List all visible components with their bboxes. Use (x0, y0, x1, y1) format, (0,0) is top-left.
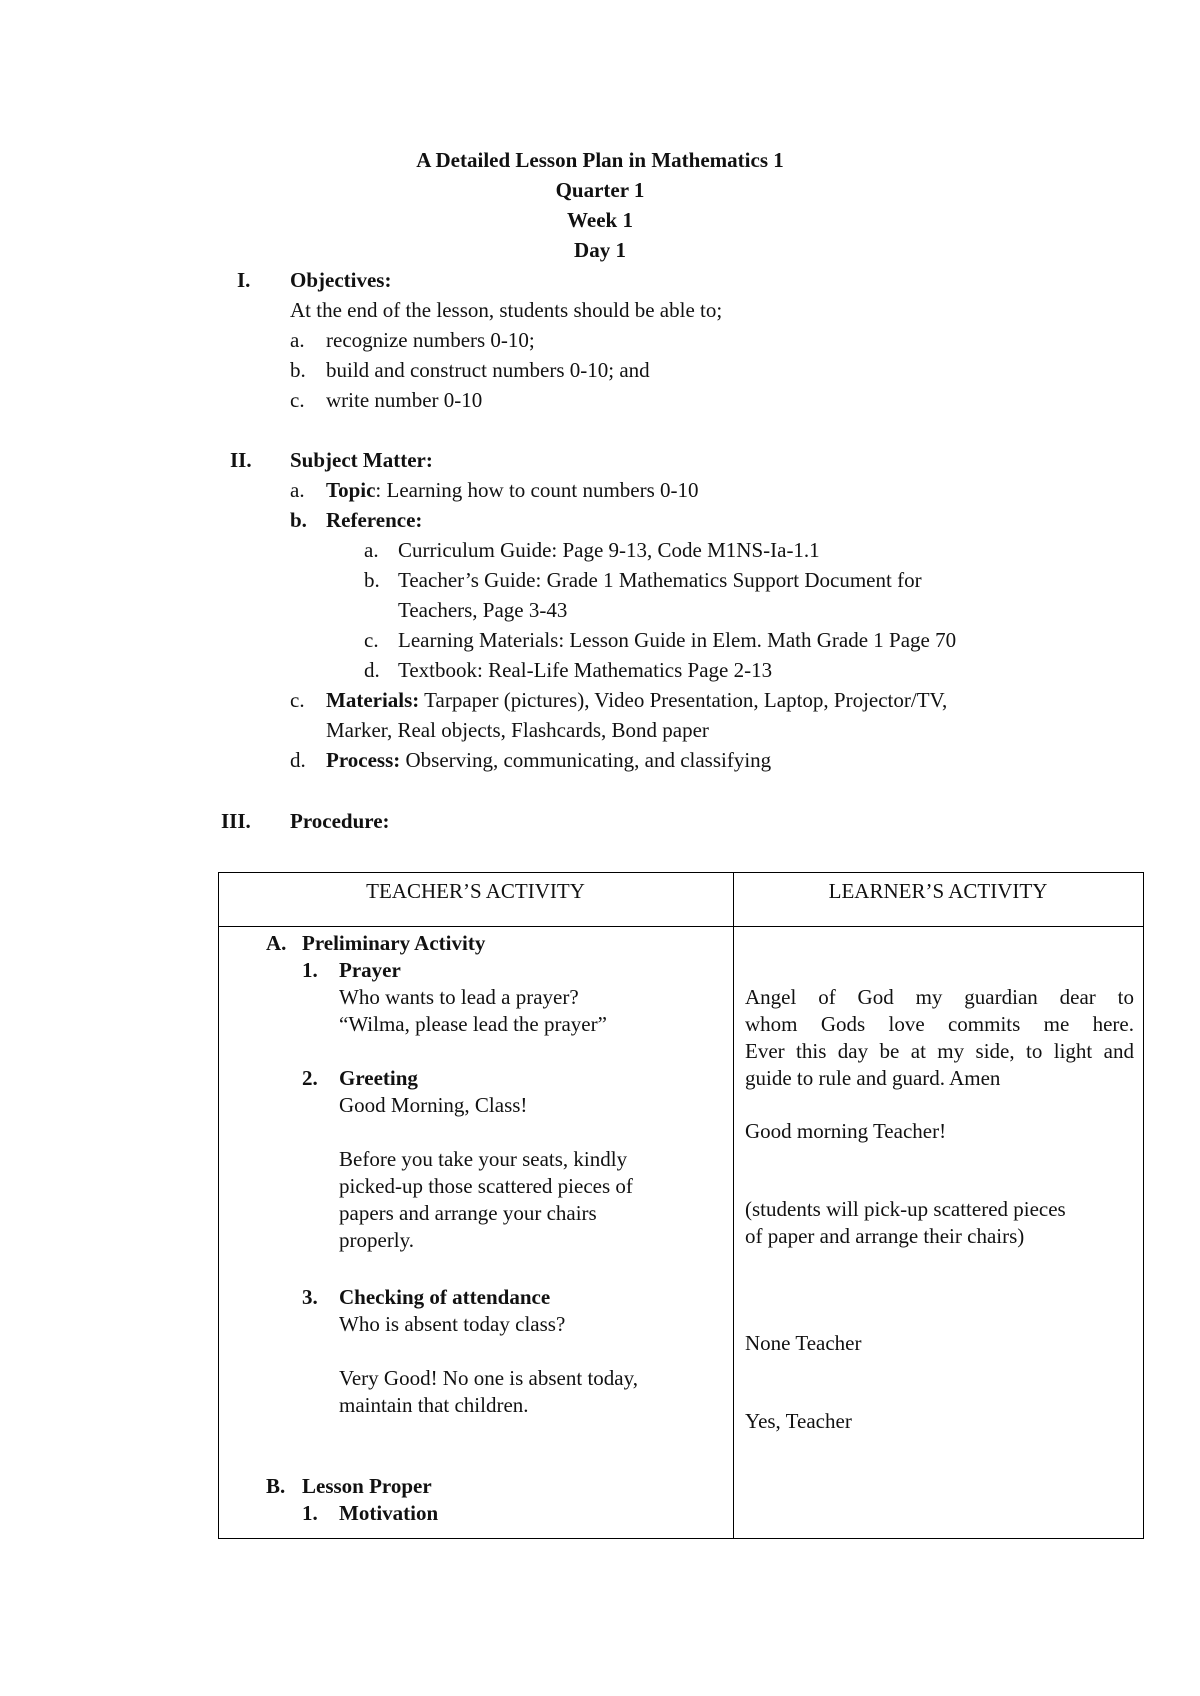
materials-line (326, 690, 947, 711)
materials-marker: c. (290, 688, 305, 712)
prayer-teacher-line: “Wilma, please lead the prayer” (339, 1012, 607, 1036)
materials-text: Tarpaper (pictures), Video Presentation, Laptop, Projector/TV, (419, 688, 948, 712)
prayer-learner-line (745, 987, 1134, 1011)
reference-label: Reference: (326, 508, 423, 532)
objective-item: write number 0-10 (326, 388, 483, 412)
process-label: Process: (326, 748, 401, 772)
topic-label: Topic (326, 478, 376, 502)
greeting-teacher-line: Before you take your seats, kindly (339, 1147, 628, 1171)
teacher-activity-header: TEACHER’S ACTIVITY (366, 879, 585, 903)
attendance-title: Checking of attendance (339, 1285, 551, 1309)
table-border-bottom (218, 1538, 1144, 1539)
attendance-learner-line: None Teacher (745, 1331, 862, 1355)
process-marker: d. (290, 748, 306, 772)
reference-marker: d. (364, 658, 380, 682)
reference-item: Teachers, Page 3-43 (398, 598, 568, 622)
objectives-heading: Objectives: (290, 268, 392, 292)
attendance-teacher-line: Very Good! No one is absent today, (339, 1366, 638, 1390)
materials-label: Materials: (326, 688, 420, 712)
prayer-learner-text: whom Gods love commits me here. (745, 1012, 1134, 1036)
reference-marker: b. (290, 508, 307, 532)
procedure-heading: Procedure: (290, 809, 390, 833)
objective-item: recognize numbers 0-10; (326, 328, 535, 352)
objectives-intro: At the end of the lesson, students should be able to; (290, 298, 723, 322)
reference-item: Teacher’s Guide: Grade 1 Mathematics Support Document for (398, 568, 922, 592)
table-column-divider (733, 872, 734, 1539)
greeting-teacher-line: Good Morning, Class! (339, 1093, 528, 1117)
objective-marker: b. (290, 358, 306, 382)
reference-item: Learning Materials: Lesson Guide in Elem. Math Grade 1 Page 70 (398, 628, 957, 652)
motivation-title: Motivation (339, 1501, 439, 1525)
objectives-numeral: I. (237, 268, 251, 292)
attendance-learner-line: Yes, Teacher (745, 1409, 852, 1433)
preliminary-activity-title: Preliminary Activity (302, 931, 486, 955)
materials-text: Marker, Real objects, Flashcards, Bond paper (326, 718, 709, 742)
objective-marker: a. (290, 328, 305, 352)
lesson-proper-marker: B. (266, 1474, 286, 1498)
reference-marker: b. (364, 568, 380, 592)
reference-marker: c. (364, 628, 379, 652)
week-label: Week 1 (567, 208, 633, 232)
attendance-teacher-line: maintain that children. (339, 1393, 529, 1417)
topic-line (326, 480, 699, 501)
prayer-learner-line (745, 1014, 1134, 1038)
objective-marker: c. (290, 388, 305, 412)
greeting-teacher-line: papers and arrange your chairs (339, 1201, 597, 1225)
prayer-number: 1. (302, 958, 318, 982)
prayer-learner-line: guide to rule and guard. Amen (745, 1066, 1001, 1090)
reference-marker: a. (364, 538, 379, 562)
prayer-teacher-line: Who wants to lead a prayer? (339, 985, 579, 1009)
table-border-left (218, 872, 219, 1539)
preliminary-marker: A. (266, 931, 287, 955)
greeting-teacher-line: properly. (339, 1228, 415, 1252)
motivation-number: 1. (302, 1501, 318, 1525)
subject-matter-heading: Subject Matter: (290, 448, 433, 472)
reference-item: Curriculum Guide: Page 9-13, Code M1NS-Ia-1.1 (398, 538, 820, 562)
topic-text: : Learning how to count numbers 0-10 (375, 478, 699, 502)
prayer-title: Prayer (339, 958, 401, 982)
prayer-learner-text: Angel of God my guardian dear to (745, 985, 1134, 1009)
objective-item: build and construct numbers 0-10; and (326, 358, 650, 382)
greeting-learner-line: Good morning Teacher! (745, 1119, 947, 1143)
topic-marker: a. (290, 478, 305, 502)
table-border-top (218, 872, 1144, 873)
table-header-divider (218, 926, 1144, 927)
pickup-learner-line: of paper and arrange their chairs) (745, 1224, 1025, 1248)
greeting-teacher-line: picked-up those scattered pieces of (339, 1174, 633, 1198)
greeting-title: Greeting (339, 1066, 418, 1090)
process-text: Observing, communicating, and classifying (400, 748, 772, 772)
subject-matter-numeral: II. (230, 448, 252, 472)
attendance-number: 3. (302, 1285, 318, 1309)
greeting-number: 2. (302, 1066, 318, 1090)
pickup-learner-line: (students will pick-up scattered pieces (745, 1197, 1066, 1221)
attendance-teacher-line: Who is absent today class? (339, 1312, 566, 1336)
lesson-proper-title: Lesson Proper (302, 1474, 432, 1498)
prayer-learner-text: Ever this day be at my side, to light and (745, 1039, 1134, 1063)
document-title: A Detailed Lesson Plan in Mathematics 1 (416, 148, 784, 172)
day-label: Day 1 (574, 238, 626, 262)
procedure-numeral: III. (221, 809, 251, 833)
learner-activity-header: LEARNER’S ACTIVITY (828, 879, 1048, 903)
table-border-right (1143, 872, 1144, 1539)
quarter-label: Quarter 1 (555, 178, 645, 202)
prayer-learner-line (745, 1041, 1134, 1065)
process-line (326, 750, 771, 771)
reference-item: Textbook: Real-Life Mathematics Page 2-13 (398, 658, 773, 682)
